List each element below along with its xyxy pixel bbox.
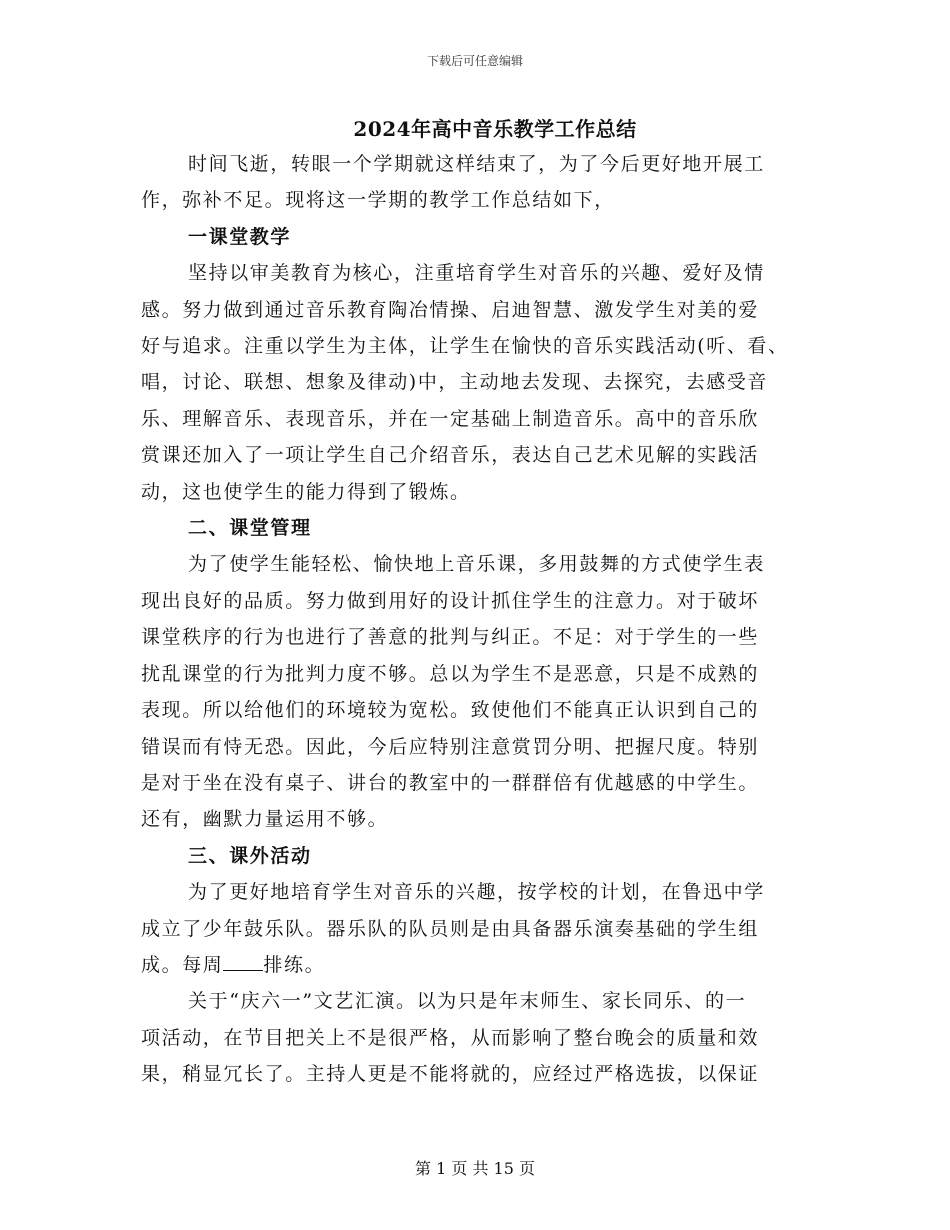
paragraph-line: 还有，幽默力量运用不够。	[141, 808, 389, 831]
section-heading-3: 三、课外活动	[188, 844, 312, 867]
paragraph-text: 成。每周	[141, 953, 224, 976]
paragraph-line: 乐、理解音乐、表现音乐，并在一定基础上制造音乐。高中的音乐欣	[141, 407, 760, 430]
intro-line-1: 时间飞逝，转眼一个学期就这样结束了，为了今后更好地开展工	[188, 153, 765, 175]
paragraph-line: 表现。所以给他们的环境较为宽松。致使他们不能真正认识到自己的	[141, 699, 760, 722]
paragraph-line: 项活动，在节目把关上不是很严格，从而影响了整台晚会的质量和效	[141, 1026, 760, 1049]
paragraph-line: 唱，讨论、联想、想象及律动)中，主动地去发现、去探究，去感受音	[141, 371, 769, 394]
paragraph-text: 排练。	[263, 953, 326, 976]
document-title: 2024年高中音乐教学工作总结	[353, 117, 637, 141]
intro-paragraph	[141, 146, 801, 219]
section-2-paragraph	[141, 546, 801, 837]
paragraph-line: 坚持以审美教育为核心，注重培育学生对音乐的兴趣、爱好及情	[188, 262, 765, 285]
document-body	[141, 146, 801, 1093]
paragraph-line: 扰乱课堂的行为批判力度不够。总以为学生不是恶意，只是不成熟的	[141, 662, 760, 685]
paragraph-line: 为了更好地培育学生对音乐的兴趣，按学校的计划，在鲁迅中学	[188, 881, 765, 904]
paragraph-line: 课堂秩序的行为也进行了善意的批判与纠正。不足：对于学生的一些	[141, 626, 760, 649]
paragraph-line: 赏课还加入了一项让学生自己介绍音乐，表达自己艺术见解的实践活	[141, 444, 760, 467]
paragraph-line: 好与追求。注重以学生为主体，让学生在愉快的音乐实践活动(听、看、	[141, 335, 789, 358]
section-heading-2: 二、课堂管理	[188, 517, 312, 540]
paragraph-line: 错误而有恃无恐。因此，今后应特别注意赏罚分明、把握尺度。特别	[141, 735, 760, 758]
section-3-paragraph-1	[141, 874, 801, 983]
header-note: 下载后可任意编辑	[426, 54, 523, 68]
paragraph-line: 果，稍显冗长了。主持人更是不能将就的，应经过严格选拔，以保证	[141, 1063, 760, 1086]
paragraph-line	[141, 947, 801, 983]
intro-line-2: 作，弥补不足。现将这一学期的教学工作总结如下，	[141, 189, 615, 212]
section-1-paragraph	[141, 255, 801, 510]
paragraph-line: 为了使学生能轻松、愉快地上音乐课，多用鼓舞的方式使学生表	[188, 553, 765, 576]
paragraph-line: 成立了少年鼓乐队。器乐队的队员则是由具备器乐演奏基础的学生组	[141, 917, 760, 940]
paragraph-line: 现出良好的品质。努力做到用好的设计抓住学生的注意力。对于破坏	[141, 589, 760, 612]
section-3-paragraph-2	[141, 983, 801, 1092]
page-number: 第 1 页 共 15 页	[415, 1159, 535, 1178]
paragraph-line: 感。努力做到通过音乐教育陶冶情操、启迪智慧、激发学生对美的爱	[141, 298, 760, 321]
paragraph-line: 是对于坐在没有桌子、讲台的教室中的一群群倍有优越感的中学生。	[141, 771, 760, 794]
paragraph-line: 动，这也使学生的能力得到了锻炼。	[141, 480, 471, 503]
paragraph-line: 关于“庆六一”文艺汇演。以为只是年末师生、家长同乐、的一	[188, 990, 747, 1013]
section-heading-1: 一课堂教学	[188, 225, 292, 248]
blank-underline	[223, 951, 263, 971]
